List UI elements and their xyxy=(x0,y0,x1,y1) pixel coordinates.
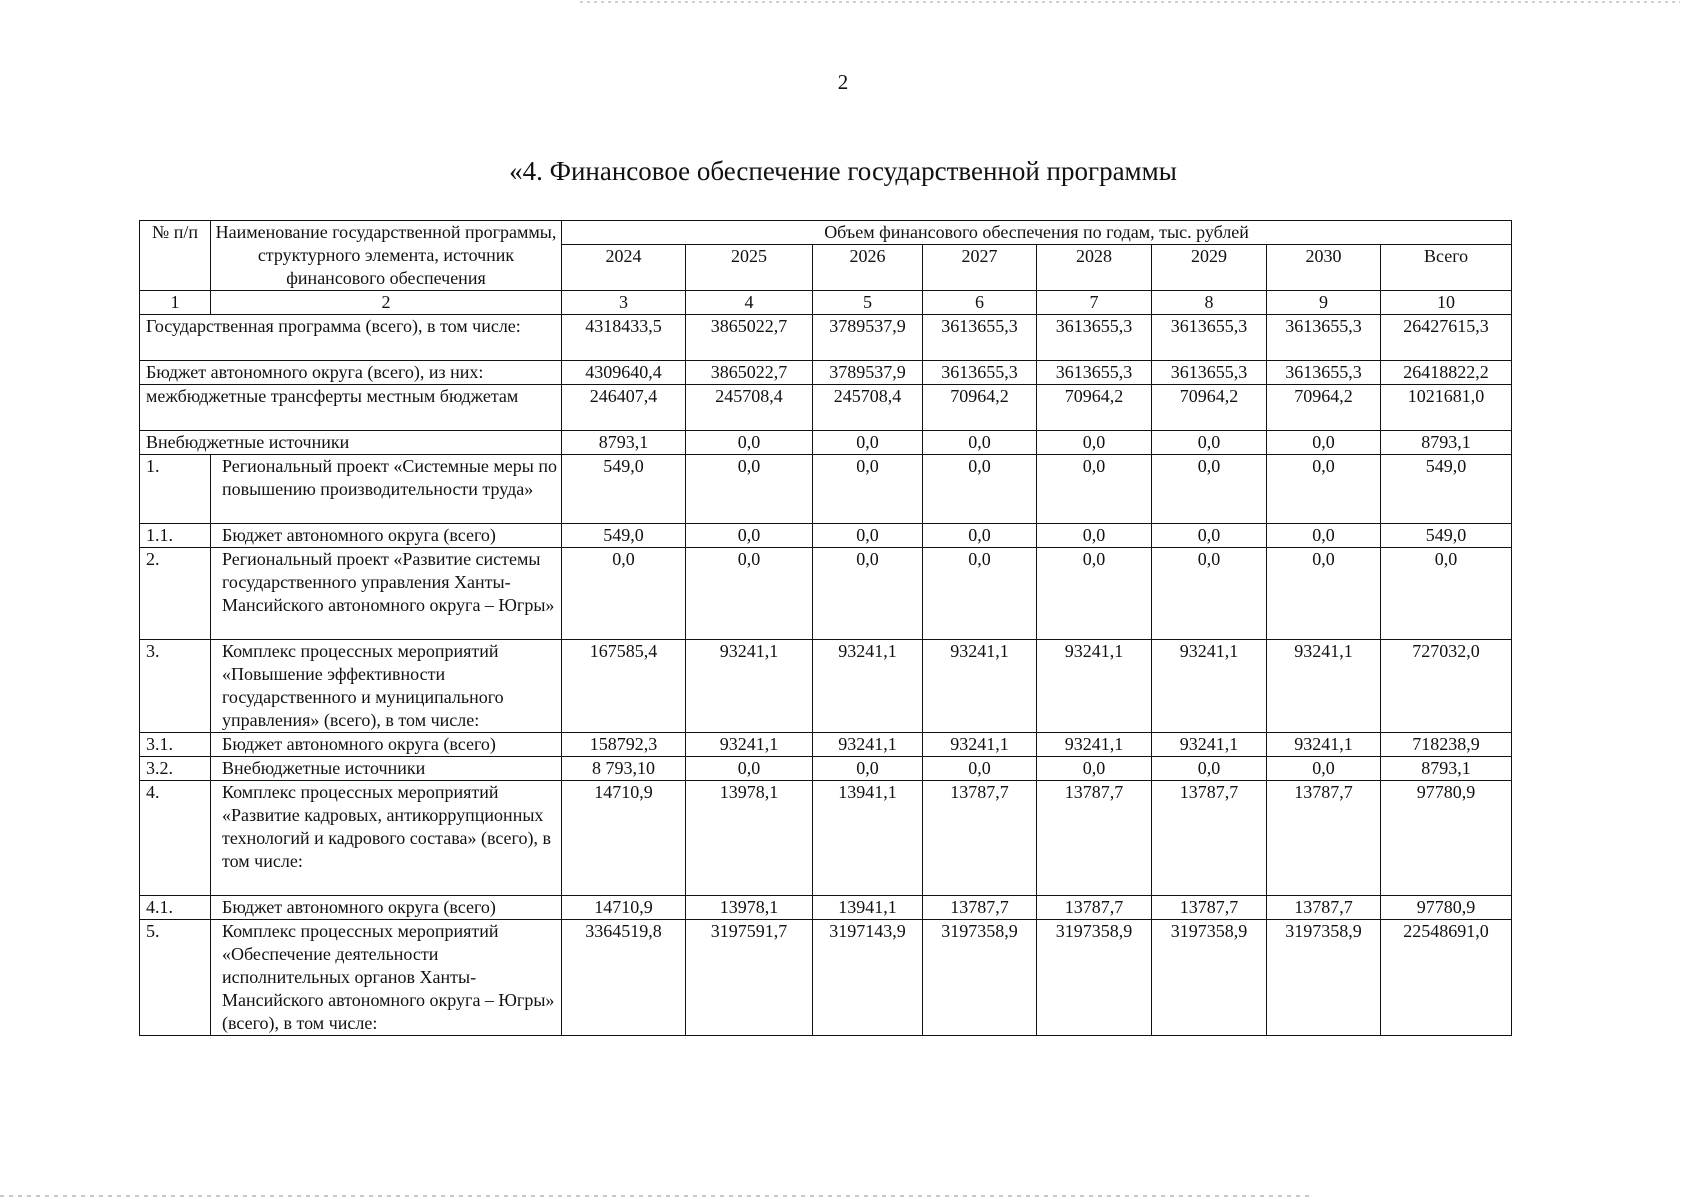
table-row xyxy=(140,733,1512,757)
column-index: 4 xyxy=(686,291,813,315)
value-cell: 3613655,3 xyxy=(923,361,1037,385)
value-cell: 13787,7 xyxy=(923,781,1037,896)
value-cell: 93241,1 xyxy=(1152,640,1267,733)
value-cell: 13941,1 xyxy=(813,896,923,920)
row-name: Государственная программа (всего), в том числе: xyxy=(140,315,562,361)
header-year: 2024 xyxy=(562,245,686,291)
value-cell: 13787,7 xyxy=(1152,896,1267,920)
value-cell: 93241,1 xyxy=(1267,640,1381,733)
value-cell: 0,0 xyxy=(1267,548,1381,640)
value-cell: 3197358,9 xyxy=(1037,920,1152,1036)
value-cell: 0,0 xyxy=(1037,431,1152,455)
value-cell: 0,0 xyxy=(923,455,1037,524)
column-index: 2 xyxy=(211,291,562,315)
value-cell: 13978,1 xyxy=(686,896,813,920)
row-name: Региональный проект «Развитие системы государственного управления Ханты-Мансийского автономного округа – Югры» xyxy=(211,548,562,640)
value-cell: 0,0 xyxy=(1267,431,1381,455)
row-number: 2. xyxy=(140,548,211,640)
row-name: Внебюджетные источники xyxy=(140,431,562,455)
value-cell: 3613655,3 xyxy=(1267,315,1381,361)
value-cell: 13787,7 xyxy=(1037,896,1152,920)
value-cell: 97780,9 xyxy=(1381,896,1512,920)
value-cell: 93241,1 xyxy=(923,733,1037,757)
value-cell: 93241,1 xyxy=(1152,733,1267,757)
value-cell: 8 793,10 xyxy=(562,757,686,781)
column-index: 10 xyxy=(1381,291,1512,315)
value-cell: 0,0 xyxy=(813,757,923,781)
value-cell: 93241,1 xyxy=(813,640,923,733)
header-row-1 xyxy=(140,221,1512,245)
value-cell: 0,0 xyxy=(1152,548,1267,640)
value-cell: 0,0 xyxy=(686,548,813,640)
row-number: 5. xyxy=(140,920,211,1036)
value-cell: 0,0 xyxy=(1152,455,1267,524)
value-cell: 13941,1 xyxy=(813,781,923,896)
header-col-group: Объем финансового обеспечения по годам, тыс. рублей xyxy=(562,221,1512,245)
table-row xyxy=(140,385,1512,431)
header-year: 2029 xyxy=(1152,245,1267,291)
value-cell: 0,0 xyxy=(1152,431,1267,455)
value-cell: 8793,1 xyxy=(562,431,686,455)
value-cell: 0,0 xyxy=(1267,524,1381,548)
value-cell: 93241,1 xyxy=(686,733,813,757)
value-cell: 549,0 xyxy=(562,524,686,548)
table-row xyxy=(140,640,1512,733)
value-cell: 13787,7 xyxy=(1037,781,1152,896)
value-cell: 93241,1 xyxy=(923,640,1037,733)
value-cell: 0,0 xyxy=(1037,524,1152,548)
row-name: Бюджет автономного округа (всего) xyxy=(211,524,562,548)
value-cell: 0,0 xyxy=(686,455,813,524)
table-row xyxy=(140,781,1512,896)
value-cell: 8793,1 xyxy=(1381,757,1512,781)
value-cell: 3364519,8 xyxy=(562,920,686,1036)
row-name: Бюджет автономного округа (всего) xyxy=(211,733,562,757)
value-cell: 0,0 xyxy=(1152,524,1267,548)
value-cell: 549,0 xyxy=(1381,524,1512,548)
value-cell: 3613655,3 xyxy=(1267,361,1381,385)
column-index: 1 xyxy=(140,291,211,315)
row-number: 1. xyxy=(140,455,211,524)
value-cell: 549,0 xyxy=(562,455,686,524)
value-cell: 3865022,7 xyxy=(686,361,813,385)
value-cell: 158792,3 xyxy=(562,733,686,757)
column-index: 6 xyxy=(923,291,1037,315)
value-cell: 0,0 xyxy=(686,524,813,548)
row-name: межбюджетные трансферты местным бюджетам xyxy=(140,385,562,431)
column-index: 8 xyxy=(1152,291,1267,315)
scan-artifact-bottom xyxy=(0,1195,1310,1197)
value-cell: 14710,9 xyxy=(562,896,686,920)
header-col-no: № п/п xyxy=(140,221,211,291)
header-year: 2025 xyxy=(686,245,813,291)
value-cell: 0,0 xyxy=(923,757,1037,781)
row-number: 3.1. xyxy=(140,733,211,757)
value-cell: 3613655,3 xyxy=(1037,361,1152,385)
header-year: 2028 xyxy=(1037,245,1152,291)
row-name: Региональный проект «Системные меры по повышению производительности труда» xyxy=(211,455,562,524)
column-index: 5 xyxy=(813,291,923,315)
value-cell: 0,0 xyxy=(1381,548,1512,640)
value-cell: 3613655,3 xyxy=(1152,315,1267,361)
value-cell: 13787,7 xyxy=(1267,781,1381,896)
value-cell: 0,0 xyxy=(1037,548,1152,640)
header-year: 2030 xyxy=(1267,245,1381,291)
value-cell: 727032,0 xyxy=(1381,640,1512,733)
value-cell: 4318433,5 xyxy=(562,315,686,361)
value-cell: 0,0 xyxy=(813,548,923,640)
page-number: 2 xyxy=(837,70,849,94)
row-number: 1.1. xyxy=(140,524,211,548)
value-cell: 97780,9 xyxy=(1381,781,1512,896)
value-cell: 0,0 xyxy=(923,431,1037,455)
value-cell: 1021681,0 xyxy=(1381,385,1512,431)
value-cell: 246407,4 xyxy=(562,385,686,431)
value-cell: 0,0 xyxy=(813,455,923,524)
value-cell: 0,0 xyxy=(1037,757,1152,781)
financing-table xyxy=(139,220,1512,1036)
table-row xyxy=(140,431,1512,455)
row-number: 3.2. xyxy=(140,757,211,781)
row-number: 3. xyxy=(140,640,211,733)
table-row xyxy=(140,524,1512,548)
table-row xyxy=(140,455,1512,524)
value-cell: 3613655,3 xyxy=(1152,361,1267,385)
header-year: Всего xyxy=(1381,245,1512,291)
row-number: 4.1. xyxy=(140,896,211,920)
header-year: 2026 xyxy=(813,245,923,291)
column-index: 3 xyxy=(562,291,686,315)
value-cell: 245708,4 xyxy=(686,385,813,431)
document-title: «4. Финансовое обеспечение государственной программы xyxy=(509,156,1177,186)
table-row xyxy=(140,548,1512,640)
value-cell: 26427615,3 xyxy=(1381,315,1512,361)
value-cell: 718238,9 xyxy=(1381,733,1512,757)
row-name: Комплекс процессных мероприятий «Обеспечение деятельности исполнительных органов Ханты-Мансийского автономного округа – Югры» (всего), в том числе: xyxy=(211,920,562,1036)
value-cell: 3613655,3 xyxy=(923,315,1037,361)
value-cell: 0,0 xyxy=(1037,455,1152,524)
value-cell: 3865022,7 xyxy=(686,315,813,361)
value-cell: 0,0 xyxy=(923,548,1037,640)
value-cell: 3197143,9 xyxy=(813,920,923,1036)
value-cell: 0,0 xyxy=(813,524,923,548)
row-name: Бюджет автономного округа (всего) xyxy=(211,896,562,920)
index-row xyxy=(140,291,1512,315)
table-row xyxy=(140,920,1512,1036)
value-cell: 70964,2 xyxy=(1152,385,1267,431)
value-cell: 3789537,9 xyxy=(813,315,923,361)
header-year: 2027 xyxy=(923,245,1037,291)
row-name: Комплекс процессных мероприятий «Развитие кадровых, антикоррупционных технологий и кадрового состава» (всего), в том числе: xyxy=(211,781,562,896)
value-cell: 93241,1 xyxy=(686,640,813,733)
scan-artifact-top xyxy=(580,1,1680,3)
value-cell: 93241,1 xyxy=(813,733,923,757)
row-name: Бюджет автономного округа (всего), из них: xyxy=(140,361,562,385)
value-cell: 93241,1 xyxy=(1037,640,1152,733)
column-index: 7 xyxy=(1037,291,1152,315)
row-number: 4. xyxy=(140,781,211,896)
value-cell: 22548691,0 xyxy=(1381,920,1512,1036)
value-cell: 0,0 xyxy=(686,431,813,455)
value-cell: 3197591,7 xyxy=(686,920,813,1036)
table-row xyxy=(140,757,1512,781)
value-cell: 13787,7 xyxy=(1152,781,1267,896)
value-cell: 0,0 xyxy=(686,757,813,781)
value-cell: 93241,1 xyxy=(1267,733,1381,757)
value-cell: 0,0 xyxy=(562,548,686,640)
table-row xyxy=(140,896,1512,920)
value-cell: 13787,7 xyxy=(1267,896,1381,920)
table-row xyxy=(140,315,1512,361)
value-cell: 14710,9 xyxy=(562,781,686,896)
row-name: Внебюджетные источники xyxy=(211,757,562,781)
value-cell: 0,0 xyxy=(923,524,1037,548)
value-cell: 167585,4 xyxy=(562,640,686,733)
value-cell: 8793,1 xyxy=(1381,431,1512,455)
table-row xyxy=(140,361,1512,385)
value-cell: 245708,4 xyxy=(813,385,923,431)
row-name: Комплекс процессных мероприятий «Повышение эффективности государственного и муниципального управления» (всего), в том числе: xyxy=(211,640,562,733)
value-cell: 3197358,9 xyxy=(1267,920,1381,1036)
column-index: 9 xyxy=(1267,291,1381,315)
value-cell: 3197358,9 xyxy=(923,920,1037,1036)
value-cell: 13787,7 xyxy=(923,896,1037,920)
value-cell: 70964,2 xyxy=(1037,385,1152,431)
value-cell: 0,0 xyxy=(1267,757,1381,781)
value-cell: 26418822,2 xyxy=(1381,361,1512,385)
value-cell: 3613655,3 xyxy=(1037,315,1152,361)
value-cell: 0,0 xyxy=(1267,455,1381,524)
value-cell: 549,0 xyxy=(1381,455,1512,524)
value-cell: 13978,1 xyxy=(686,781,813,896)
value-cell: 0,0 xyxy=(1152,757,1267,781)
value-cell: 70964,2 xyxy=(923,385,1037,431)
value-cell: 70964,2 xyxy=(1267,385,1381,431)
value-cell: 3197358,9 xyxy=(1152,920,1267,1036)
value-cell: 93241,1 xyxy=(1037,733,1152,757)
value-cell: 4309640,4 xyxy=(562,361,686,385)
header-col-name: Наименование государственной программы, структурного элемента, источник финансового обеспечения xyxy=(211,221,562,291)
value-cell: 3789537,9 xyxy=(813,361,923,385)
value-cell: 0,0 xyxy=(813,431,923,455)
